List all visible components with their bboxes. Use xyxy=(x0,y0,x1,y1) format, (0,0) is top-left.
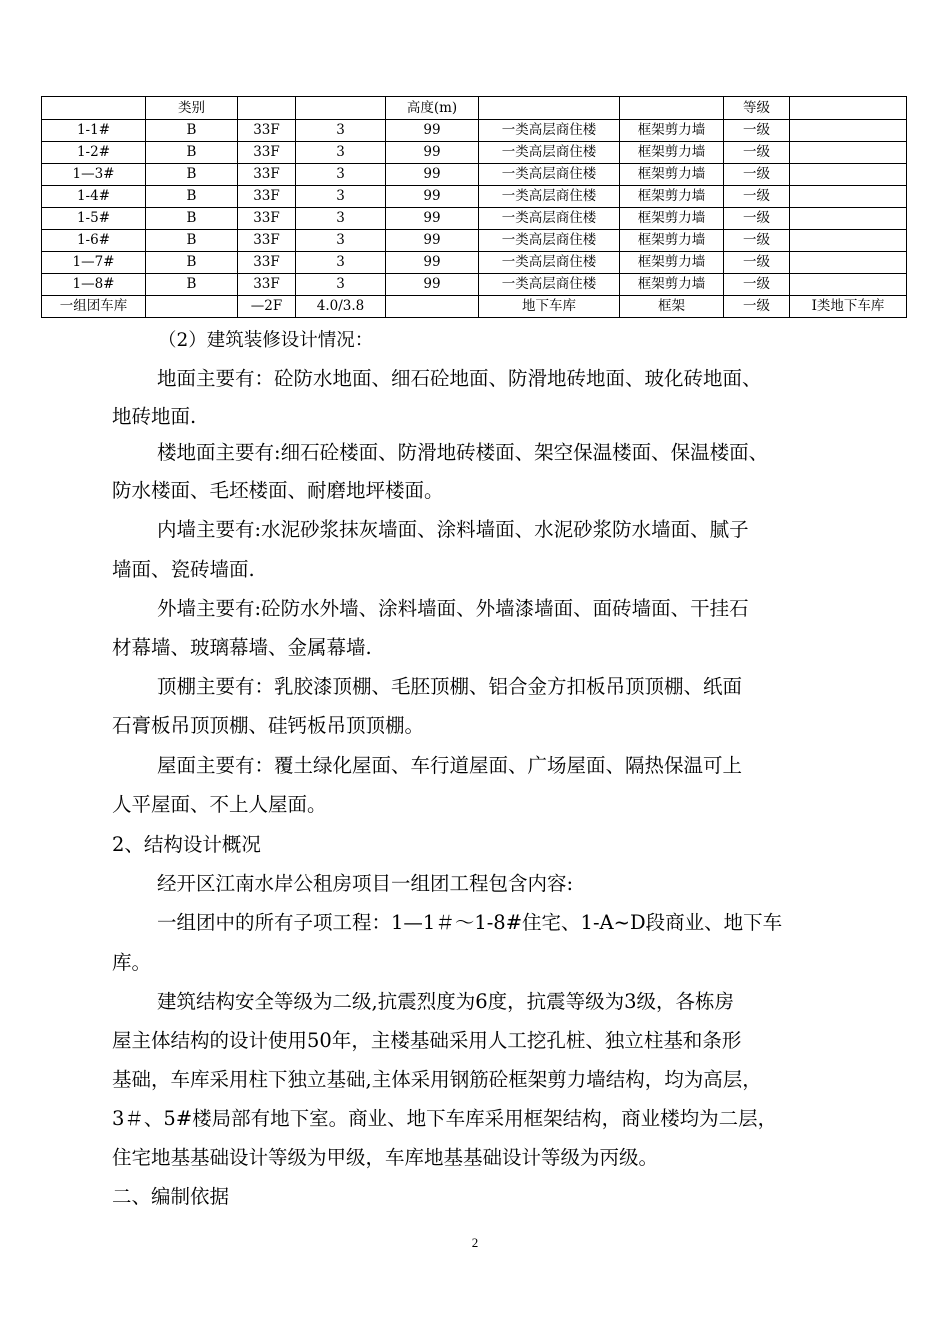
table-cell: 框架剪力墙 xyxy=(620,186,724,208)
table-cell xyxy=(790,142,907,164)
table-cell: 4.0/3.8 xyxy=(296,296,386,318)
table-cell: 33F xyxy=(238,208,296,230)
table-cell xyxy=(790,186,907,208)
table-row xyxy=(42,230,907,252)
table-cell: 一类高层商住楼 xyxy=(479,252,620,274)
text-line: 经开区江南水岸公租房项目一组团工程包含内容: xyxy=(157,872,574,895)
table-cell xyxy=(790,252,907,274)
table-cell: 3 xyxy=(296,164,386,186)
table-cell: 3 xyxy=(296,208,386,230)
table-cell: B xyxy=(146,252,238,274)
table-row xyxy=(42,296,907,318)
table-cell xyxy=(42,97,146,120)
table-cell xyxy=(479,97,620,120)
text-line: 材幕墙、玻璃幕墙、金属幕墙. xyxy=(112,636,372,659)
table-cell: 1—7# xyxy=(42,252,146,274)
table-cell: 3 xyxy=(296,120,386,142)
table-cell: B xyxy=(146,120,238,142)
table-cell: B xyxy=(146,208,238,230)
table-cell: 3 xyxy=(296,230,386,252)
text-line: 人平屋面、不上人屋面。 xyxy=(112,793,327,816)
table-cell: 1-5# xyxy=(42,208,146,230)
table-cell: 一组团车库 xyxy=(42,296,146,318)
table-cell: 99 xyxy=(386,120,479,142)
table-cell: 一级 xyxy=(724,252,790,274)
text-line: （2）建筑装修设计情况： xyxy=(158,330,374,351)
text-line: 库。 xyxy=(112,951,152,974)
text-line: 内墙主要有:水泥砂浆抹灰墙面、涂料墙面、水泥砂浆防水墙面、腻子 xyxy=(157,518,749,541)
page-number: 2 xyxy=(471,1235,479,1250)
table-cell: 1-2# xyxy=(42,142,146,164)
table-cell: 一类高层商住楼 xyxy=(479,208,620,230)
table-cell xyxy=(790,230,907,252)
table-row xyxy=(42,164,907,186)
table-cell: 框架剪力墙 xyxy=(620,164,724,186)
table-cell xyxy=(238,97,296,120)
table-cell: 框架剪力墙 xyxy=(620,230,724,252)
table-header-row xyxy=(42,97,907,120)
table-cell xyxy=(146,296,238,318)
table-cell: 一级 xyxy=(724,230,790,252)
table-cell: 一类高层商住楼 xyxy=(479,142,620,164)
table-cell: 地下车库 xyxy=(479,296,620,318)
text-line: 楼地面主要有:细石砼楼面、防滑地砖楼面、架空保温楼面、保温楼面、 xyxy=(157,441,769,464)
table-cell: 1-4# xyxy=(42,186,146,208)
table-cell: 一类高层商住楼 xyxy=(479,120,620,142)
table-cell: 一类高层商住楼 xyxy=(479,274,620,296)
table-cell: 一类高层商住楼 xyxy=(479,230,620,252)
building-table xyxy=(41,96,907,318)
text-line: 顶棚主要有：乳胶漆顶棚、毛胚顶棚、铝合金方扣板吊顶顶棚、纸面 xyxy=(157,675,743,698)
text-line: 墙面、瓷砖墙面. xyxy=(112,558,255,581)
table-cell: 框架剪力墙 xyxy=(620,252,724,274)
table-cell: 一级 xyxy=(724,186,790,208)
table-cell: 1-1# xyxy=(42,120,146,142)
table-cell: 框架 xyxy=(620,296,724,318)
table-cell xyxy=(790,274,907,296)
table-cell: 一级 xyxy=(724,296,790,318)
table-row xyxy=(42,120,907,142)
table-cell: 等级 xyxy=(724,97,790,120)
table-row xyxy=(42,142,907,164)
table-cell: 框架剪力墙 xyxy=(620,120,724,142)
table-row xyxy=(42,252,907,274)
table-cell: 1-6# xyxy=(42,230,146,252)
table-cell xyxy=(790,120,907,142)
table-cell: 33F xyxy=(238,164,296,186)
table-cell: 99 xyxy=(386,252,479,274)
table-cell: —2F xyxy=(238,296,296,318)
table-row xyxy=(42,274,907,296)
table-cell: B xyxy=(146,164,238,186)
table-cell: 99 xyxy=(386,186,479,208)
table-cell: 3 xyxy=(296,252,386,274)
table-cell: 33F xyxy=(238,120,296,142)
table-cell: 3 xyxy=(296,186,386,208)
table-cell: B xyxy=(146,142,238,164)
table-cell: 框架剪力墙 xyxy=(620,274,724,296)
text-line: 住宅地基基础设计等级为甲级，车库地基基础设计等级为丙级。 xyxy=(112,1146,659,1169)
text-line: 外墙主要有:砼防水外墙、涂料墙面、外墙漆墙面、面砖墙面、干挂石 xyxy=(157,597,749,620)
table-cell: 一级 xyxy=(724,274,790,296)
text-line: 基础，车库采用柱下独立基础,主体采用钢筋砼框架剪力墙结构，均为高层， xyxy=(112,1068,762,1091)
table-cell: 99 xyxy=(386,164,479,186)
table-row xyxy=(42,208,907,230)
table-cell: 一级 xyxy=(724,208,790,230)
table-cell: 一级 xyxy=(724,164,790,186)
table-cell: 33F xyxy=(238,252,296,274)
text-line: 防水楼面、毛坯楼面、耐磨地坪楼面。 xyxy=(112,479,444,502)
table-cell: 1—8# xyxy=(42,274,146,296)
table-cell xyxy=(620,97,724,120)
table-cell: B xyxy=(146,186,238,208)
table-cell: 99 xyxy=(386,142,479,164)
table-cell: 99 xyxy=(386,208,479,230)
text-line: 地砖地面. xyxy=(112,405,197,428)
table-cell: 框架剪力墙 xyxy=(620,142,724,164)
table-cell: 33F xyxy=(238,274,296,296)
section-heading: 2、结构设计概况 xyxy=(112,833,261,856)
table-cell: 3 xyxy=(296,274,386,296)
table-cell xyxy=(790,97,907,120)
table-cell: 33F xyxy=(238,142,296,164)
table-cell: 33F xyxy=(238,186,296,208)
table-cell: 1—3# xyxy=(42,164,146,186)
table-cell: 一级 xyxy=(724,120,790,142)
table-row xyxy=(42,186,907,208)
text-line: 一组团中的所有子项工程：1—1＃～1-8#住宅、1-A~D段商业、地下车 xyxy=(157,911,783,934)
text-line: 屋面主要有：覆土绿化屋面、车行道屋面、广场屋面、隔热保温可上 xyxy=(157,754,743,777)
section-heading: 二、编制依据 xyxy=(112,1185,230,1208)
table-cell: I类地下车库 xyxy=(790,296,907,318)
table-cell: 33F xyxy=(238,230,296,252)
table-cell xyxy=(386,296,479,318)
table-cell: 一类高层商住楼 xyxy=(479,186,620,208)
text-line: 屋主体结构的设计使用50年，主楼基础采用人工挖孔桩、独立柱基和条形 xyxy=(112,1029,742,1052)
table-cell xyxy=(790,164,907,186)
table-cell: 类别 xyxy=(146,97,238,120)
table-cell: 一级 xyxy=(724,142,790,164)
table-cell: B xyxy=(146,230,238,252)
table-cell: 99 xyxy=(386,274,479,296)
table-cell: 框架剪力墙 xyxy=(620,208,724,230)
table-cell: 一类高层商住楼 xyxy=(479,164,620,186)
table-cell: 99 xyxy=(386,230,479,252)
text-line: 石膏板吊顶顶棚、硅钙板吊顶顶棚。 xyxy=(112,714,425,737)
table-cell: B xyxy=(146,274,238,296)
text-line: 3＃、5#楼局部有地下室。商业、地下车库采用框架结构，商业楼均为二层， xyxy=(112,1107,778,1130)
text-line: 地面主要有：砼防水地面、细石砼地面、防滑地砖地面、玻化砖地面、 xyxy=(157,367,762,390)
text-line: 建筑结构安全等级为二级,抗震烈度为6度，抗震等级为3级，各栋房 xyxy=(157,990,735,1013)
table-cell: 高度(m) xyxy=(386,97,479,120)
table-cell xyxy=(296,97,386,120)
table-cell: 3 xyxy=(296,142,386,164)
table-cell xyxy=(790,208,907,230)
